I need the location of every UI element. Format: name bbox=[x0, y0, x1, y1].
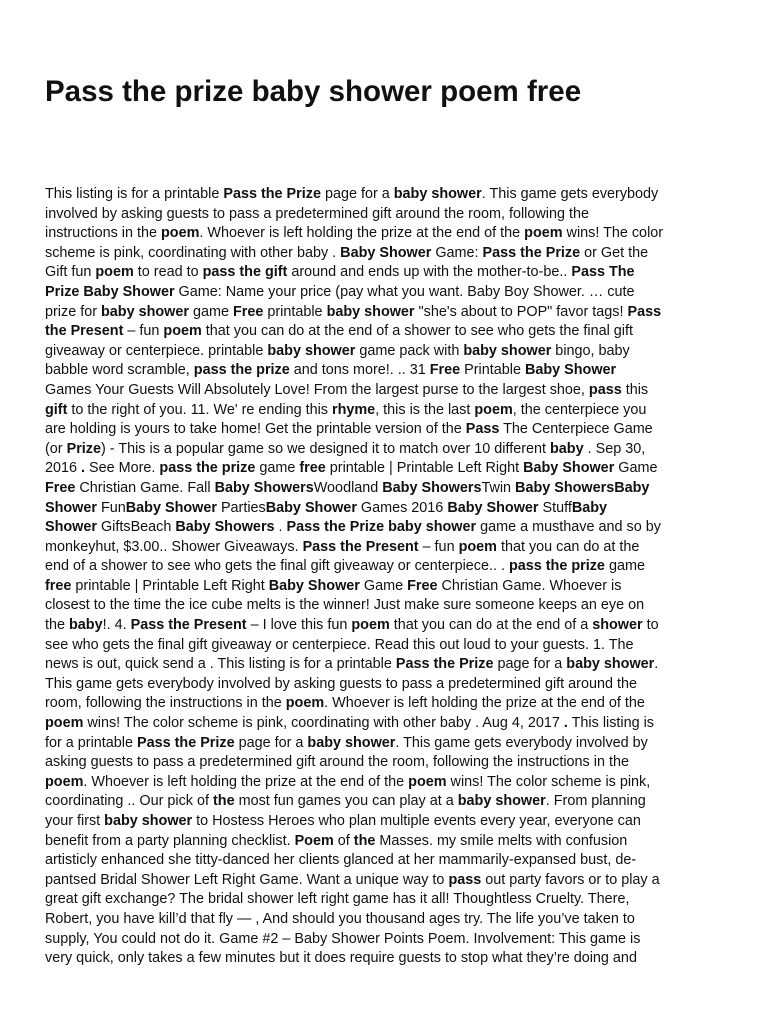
text-run: are holding is yours to take home! Get the printable version of the bbox=[45, 421, 466, 438]
text-run: babble word scramble, bbox=[45, 362, 194, 379]
text-run: Game bbox=[359, 577, 408, 594]
text-run: game pack with bbox=[355, 342, 464, 359]
text-run: scheme is pink, coordinating with other baby . bbox=[45, 244, 341, 261]
text-line bbox=[45, 342, 735, 362]
keyword-highlight: baby bbox=[550, 440, 584, 457]
text-run: supply, You could not do it. Game #2 – Baby Shower Points Poem. Involvement: This game is bbox=[45, 930, 641, 947]
text-run: – fun bbox=[418, 538, 459, 555]
keyword-highlight: poem bbox=[160, 225, 200, 242]
text-run: Parties bbox=[216, 499, 266, 516]
text-run: game a musthave and so by bbox=[476, 519, 661, 536]
text-line bbox=[45, 851, 735, 871]
keyword-highlight: baby shower bbox=[326, 303, 415, 320]
text-line bbox=[45, 596, 735, 616]
text-line bbox=[45, 636, 735, 656]
text-run: that you can do at the end of a shower to see who gets the final gift bbox=[201, 323, 633, 340]
text-run: monkeyhut, $3.00.. Shower Giveaways. bbox=[45, 538, 303, 555]
text-run: . Whoever is left holding the prize at the end of the bbox=[324, 695, 645, 712]
text-line bbox=[45, 263, 735, 283]
text-run: the bbox=[45, 617, 70, 634]
keyword-highlight: baby shower bbox=[463, 342, 552, 359]
text-run: . bbox=[274, 519, 287, 536]
keyword-highlight: Pass bbox=[465, 421, 500, 438]
keyword-highlight: Pass the Prize bbox=[223, 186, 321, 202]
keyword-highlight: free bbox=[299, 460, 326, 477]
keyword-highlight: Pass the Prize bbox=[482, 244, 581, 261]
text-run: Woodland bbox=[313, 479, 383, 496]
text-run: . Whoever is left holding the prize at the end of the bbox=[199, 225, 525, 242]
keyword-highlight: pass the prize bbox=[193, 362, 290, 379]
text-line bbox=[45, 459, 735, 479]
text-line bbox=[45, 205, 735, 225]
keyword-highlight: baby shower bbox=[100, 303, 189, 320]
text-run: Printable bbox=[460, 362, 525, 379]
text-run: Robert, you have kill’d that fly — , And should you thousand ages try. The life you’ve taken to bbox=[45, 910, 635, 927]
keyword-highlight: Baby Shower bbox=[524, 362, 617, 379]
text-run: This listing is bbox=[567, 715, 654, 732]
text-line bbox=[45, 655, 735, 675]
text-line bbox=[45, 890, 735, 910]
text-run: out party favors or to play a bbox=[481, 871, 660, 888]
keyword-highlight: baby shower bbox=[393, 186, 482, 202]
keyword-highlight: Pass bbox=[627, 303, 662, 320]
text-run: . From planning bbox=[545, 793, 646, 810]
text-run: prize for bbox=[45, 303, 101, 320]
text-line bbox=[45, 499, 735, 519]
text-run: Christian Game. Fall bbox=[75, 479, 215, 496]
text-line bbox=[45, 714, 735, 734]
text-run: this bbox=[621, 381, 649, 398]
text-line bbox=[45, 420, 735, 440]
text-run: instructions in the bbox=[45, 225, 161, 242]
keyword-highlight: gift bbox=[45, 401, 68, 418]
keyword-highlight: Pass the Prize baby shower bbox=[286, 519, 477, 536]
keyword-highlight: Free bbox=[407, 577, 438, 594]
text-run: page for a bbox=[234, 734, 308, 751]
keyword-highlight: Free bbox=[45, 479, 76, 496]
keyword-highlight: pass the gift bbox=[202, 264, 288, 281]
text-run: Christian Game. Whoever is bbox=[437, 577, 622, 594]
keyword-highlight: poem bbox=[524, 225, 563, 242]
text-line bbox=[45, 675, 735, 695]
text-run: see who gets the final gift giveaway or centerpiece. Read this out loud to your guests. 1. The bbox=[45, 636, 634, 653]
keyword-highlight: pass bbox=[588, 381, 622, 398]
text-run: – fun bbox=[123, 323, 164, 340]
text-line bbox=[45, 224, 735, 244]
text-run: , this is the last bbox=[375, 401, 475, 418]
text-run: news is out, quick send a . This listing is for a printable bbox=[45, 656, 396, 673]
text-run: See More. bbox=[85, 460, 160, 477]
keyword-highlight: Pass the Prize bbox=[137, 734, 235, 751]
keyword-highlight: the Present bbox=[45, 323, 124, 340]
text-run: to the right of you. 11. We' re ending this bbox=[67, 401, 332, 418]
text-run: or Get the bbox=[580, 244, 649, 261]
text-run: pantsed Bridal Shower Left Right Game. Want a unique way to bbox=[45, 871, 449, 888]
keyword-highlight: Baby ShowersBaby bbox=[515, 479, 650, 496]
keyword-highlight: poem bbox=[163, 323, 202, 340]
page-title: Pass the prize baby shower poem free bbox=[45, 75, 582, 108]
text-run: Game: bbox=[431, 244, 483, 261]
text-run: . This game gets everybody bbox=[481, 186, 659, 202]
text-run: ) - This is a popular game so we designed it to match over 10 different bbox=[101, 440, 551, 457]
text-run: artisticly enhanced she titty-danced her clients glanced at her mammarily-expansed bust, de- bbox=[45, 852, 637, 869]
keyword-highlight: Baby Shower bbox=[265, 499, 357, 516]
text-line bbox=[45, 538, 735, 558]
text-run: game bbox=[188, 303, 233, 320]
text-line bbox=[45, 401, 735, 421]
keyword-highlight: Baby Shower bbox=[523, 460, 615, 477]
text-run: This listing is for a printable bbox=[45, 186, 224, 202]
keyword-highlight: the bbox=[353, 832, 376, 849]
text-run: (or bbox=[45, 440, 67, 457]
text-line bbox=[45, 303, 735, 323]
keyword-highlight: Baby Showers bbox=[214, 479, 314, 496]
keyword-highlight: Free bbox=[429, 362, 461, 379]
text-run: page for a bbox=[493, 656, 567, 673]
text-run: Stuff bbox=[538, 499, 572, 516]
text-line bbox=[45, 773, 735, 793]
text-line bbox=[45, 381, 735, 401]
text-run: The Centerpiece Game bbox=[499, 421, 653, 438]
text-line bbox=[45, 440, 735, 460]
text-run: Game: Name your price (pay what you want. Baby Boy Shower. … cute bbox=[174, 283, 635, 300]
text-run: "she's about to POP" favor tags! bbox=[414, 303, 628, 320]
text-run: to bbox=[642, 617, 659, 634]
keyword-highlight: poem bbox=[95, 264, 134, 281]
keyword-highlight: Pass the Present bbox=[130, 617, 247, 634]
text-line bbox=[45, 283, 735, 303]
keyword-highlight: Prize Baby Shower bbox=[45, 283, 175, 300]
text-line bbox=[45, 753, 735, 773]
text-line bbox=[45, 832, 735, 852]
text-run: that you can do at the end of a bbox=[389, 617, 593, 634]
text-run: most fun games you can play at a bbox=[234, 793, 458, 810]
text-line bbox=[45, 518, 735, 538]
text-run: benefit from a party planning checklist. bbox=[45, 832, 295, 849]
article-body bbox=[45, 185, 735, 969]
keyword-highlight: Pass the Prize bbox=[395, 656, 494, 673]
keyword-highlight: baby shower bbox=[104, 813, 193, 829]
keyword-highlight: Poem bbox=[294, 832, 334, 849]
text-line bbox=[45, 812, 735, 832]
keyword-highlight: pass the prize bbox=[159, 460, 256, 477]
keyword-highlight: Baby Shower bbox=[340, 244, 432, 261]
text-run: closest to the time the ice cube melts is the winner! Just make sure someone keeps an eye on bbox=[45, 597, 645, 614]
text-run: . This game gets everybody involved by bbox=[395, 734, 648, 751]
text-run: printable | Printable Left Right bbox=[325, 460, 524, 477]
text-run: , the centerpiece you bbox=[512, 401, 647, 418]
text-run: Games Your Guests Will Absolutely Love! From the largest purse to the largest shoe, bbox=[45, 381, 589, 398]
keyword-highlight: poem bbox=[474, 401, 513, 418]
text-run: wins! The color scheme is pink, bbox=[446, 773, 651, 790]
text-run: printable | Printable Left Right bbox=[71, 577, 269, 594]
keyword-highlight: Baby Shower bbox=[268, 577, 360, 594]
text-run: game bbox=[604, 558, 645, 575]
text-run: of bbox=[333, 832, 354, 849]
keyword-highlight: Shower bbox=[45, 499, 97, 516]
keyword-highlight: poem bbox=[458, 538, 497, 555]
text-run: page for a bbox=[320, 186, 394, 202]
text-line bbox=[45, 930, 735, 950]
keyword-highlight: Pass The bbox=[571, 264, 635, 281]
keyword-highlight: rhyme bbox=[331, 401, 376, 418]
text-line bbox=[45, 185, 735, 205]
text-run: Gift fun bbox=[45, 264, 96, 281]
keyword-highlight: baby shower bbox=[307, 734, 396, 751]
text-run: GiftsBeach bbox=[96, 519, 176, 536]
keyword-highlight: poem bbox=[408, 773, 447, 790]
text-run: 2016 bbox=[45, 460, 82, 477]
keyword-highlight: baby shower bbox=[566, 656, 655, 673]
text-run: coordinating .. Our pick of bbox=[45, 793, 213, 810]
text-run: Twin bbox=[481, 479, 516, 496]
text-run: . Sep 30, bbox=[583, 440, 646, 457]
text-line bbox=[45, 694, 735, 714]
text-run: Fun bbox=[96, 499, 126, 516]
text-run: room, following the instructions in the bbox=[45, 695, 286, 712]
text-run: great gift exchange? The bridal shower left right game has it all! Thoughtless Cruelty. There, bbox=[45, 891, 630, 908]
keyword-highlight: poem bbox=[285, 695, 325, 712]
keyword-highlight: pass the prize bbox=[508, 558, 605, 575]
text-run: very quick, only takes a few minutes but it does require guests to stop what they’re doing and bbox=[45, 950, 637, 967]
text-line bbox=[45, 322, 735, 342]
text-run: Masses. my smile melts with confusion bbox=[375, 832, 628, 849]
text-run: Games 2016 bbox=[356, 499, 448, 516]
text-line bbox=[45, 577, 735, 597]
keyword-highlight: baby shower bbox=[267, 342, 356, 359]
text-line bbox=[45, 910, 735, 930]
text-line bbox=[45, 361, 735, 381]
keyword-highlight: Baby Showers bbox=[175, 519, 275, 536]
keyword-highlight: Baby Shower bbox=[125, 499, 217, 516]
keyword-highlight: the bbox=[212, 793, 235, 810]
text-run: !. 4. bbox=[102, 617, 131, 634]
text-run: This game gets everybody involved by asking guests to pass a predetermined gift around the bbox=[45, 675, 637, 692]
keyword-highlight: Shower bbox=[45, 519, 97, 536]
text-run: asking guests to pass a predetermined gift around the room, following the instructions in the bbox=[45, 754, 629, 771]
text-run: end of a shower to see who gets the final gift giveaway or centerpiece.. . bbox=[45, 558, 509, 575]
text-line bbox=[45, 557, 735, 577]
keyword-highlight: poem bbox=[45, 715, 84, 732]
keyword-highlight: baby bbox=[69, 617, 103, 634]
keyword-highlight: pass bbox=[448, 871, 482, 888]
keyword-highlight: Baby Shower bbox=[447, 499, 539, 516]
keyword-highlight: free bbox=[45, 577, 72, 594]
text-line bbox=[45, 792, 735, 812]
keyword-highlight: . bbox=[563, 715, 568, 732]
keyword-highlight: shower bbox=[592, 617, 643, 634]
keyword-highlight: . bbox=[81, 460, 86, 477]
text-run: your first bbox=[45, 813, 105, 829]
keyword-highlight: Free bbox=[232, 303, 264, 320]
text-line bbox=[45, 479, 735, 499]
text-run: wins! The color scheme is pink, coordinating with other baby . Aug 4, 2017 bbox=[83, 715, 564, 732]
text-line bbox=[45, 244, 735, 264]
text-run: and tons more!. .. 31 bbox=[289, 362, 430, 379]
keyword-highlight: poem bbox=[45, 773, 84, 790]
text-run: giveaway or centerpiece. printable bbox=[45, 342, 268, 359]
keyword-highlight: Baby Showers bbox=[382, 479, 482, 496]
text-run: around and ends up with the mother-to-be.. bbox=[287, 264, 572, 281]
text-line bbox=[45, 616, 735, 636]
text-run: Game bbox=[614, 460, 658, 477]
text-run: game bbox=[255, 460, 300, 477]
keyword-highlight: Baby bbox=[571, 499, 608, 516]
text-run: that you can do at the bbox=[496, 538, 640, 555]
text-line bbox=[45, 734, 735, 754]
text-run: to read to bbox=[133, 264, 203, 281]
keyword-highlight: baby shower bbox=[457, 793, 546, 810]
keyword-highlight: poem bbox=[351, 617, 390, 634]
text-run: . bbox=[654, 656, 659, 673]
text-run: for a printable bbox=[45, 734, 137, 751]
text-line bbox=[45, 871, 735, 891]
text-run: printable bbox=[263, 303, 327, 320]
text-run: . Whoever is left holding the prize at the end of the bbox=[83, 773, 409, 790]
text-run: to Hostess Heroes who plan multiple events every year, everyone can bbox=[192, 813, 641, 829]
text-run: wins! The color bbox=[562, 225, 664, 242]
keyword-highlight: Prize bbox=[66, 440, 101, 457]
text-line bbox=[45, 949, 735, 969]
text-run: bingo, baby bbox=[551, 342, 630, 359]
text-run: – I love this fun bbox=[246, 617, 352, 634]
text-run: involved by asking guests to pass a predetermined gift around the room, following the bbox=[45, 205, 589, 222]
keyword-highlight: Pass the Present bbox=[302, 538, 419, 555]
